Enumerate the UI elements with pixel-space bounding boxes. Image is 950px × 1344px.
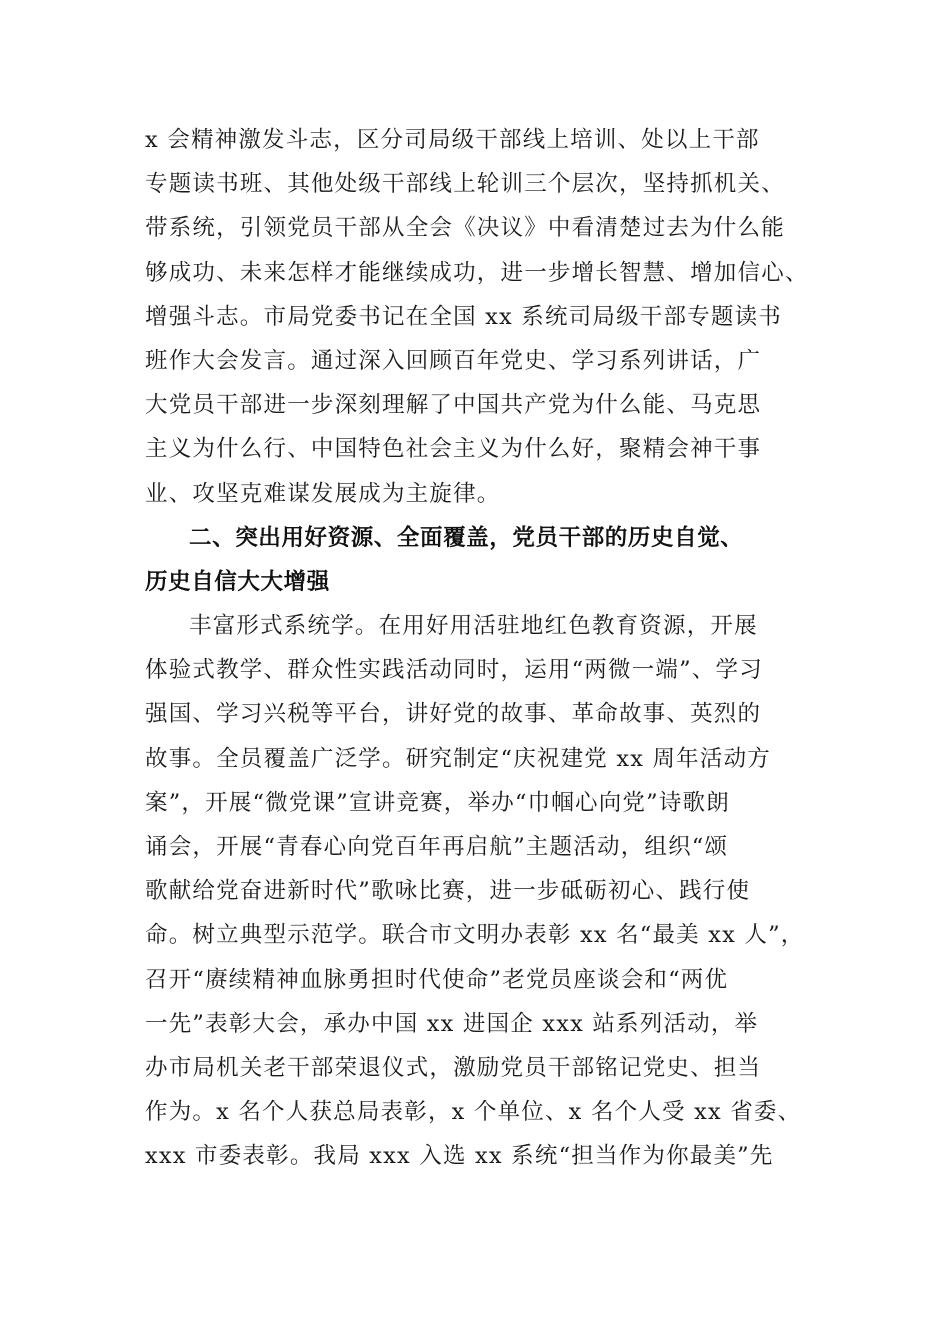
text-line: xxx 市委表彰。我局 xxx 入选 xx 系统“担当作为你最美”先 <box>145 1143 774 1170</box>
text-line: 专题读书班、其他处级干部线上轮训三个层次，坚持抓机关、 <box>145 171 785 198</box>
heading-line: 二、突出用好资源、全面覆盖，党员干部的历史自觉、 <box>189 524 744 551</box>
text-line: 够成功、未来怎样才能继续成功，进一步增长智慧、增加信心、 <box>145 259 809 286</box>
text-line: 业、攻坚克难谋发展成为主旋律。 <box>145 480 501 507</box>
text-line: 增强斗志。市局党委书记在全国 xx 系统司局级干部专题读书 <box>145 303 782 330</box>
text-line: 歌献给党奋进新时代”歌咏比赛，进一步砥砺初心、践行使 <box>145 878 751 905</box>
text-line: 强国、学习兴税等平台，讲好党的故事、革命故事、英烈的 <box>145 701 762 728</box>
section-heading <box>145 516 825 604</box>
text-line: 故事。全员覆盖广泛学。研究制定“庆祝建党 xx 周年活动方 <box>145 745 771 772</box>
text-line: 一先”表彰大会，承办中国 xx 进国企 xxx 站系列活动，举 <box>145 1010 759 1037</box>
text-line: 案”，开展“微党课”宣讲竞赛，举办“巾帼心向党”诗歌朗 <box>145 789 730 816</box>
text-line: 班作大会发言。通过深入回顾百年党史、学习系列讲话，广 <box>145 347 762 374</box>
text-line: 命。树立典型示范学。联合市文明办表彰 xx 名“最美 xx 人”， <box>145 922 805 949</box>
text-line: 召开“赓续精神血脉勇担时代使命”老党员座谈会和“两优 <box>145 966 729 993</box>
text-line: 大党员干部进一步深刻理解了中国共产党为什么能、马克思 <box>145 392 762 419</box>
document-body <box>145 118 825 1179</box>
text-line: 丰富形式系统学。在用好用活驻地红色教育资源，开展 <box>189 613 758 640</box>
paragraph-1 <box>145 118 825 516</box>
text-line: 主义为什么行、中国特色社会主义为什么好，聚精会神干事 <box>145 436 762 463</box>
heading-line: 历史自信大大增强 <box>145 568 330 595</box>
paragraph-2 <box>145 604 825 1178</box>
text-line: 带系统，引领党员干部从全会《决议》中看清楚过去为什么能 <box>145 215 785 242</box>
text-line: 作为。x 名个人获总局表彰，x 个单位、x 名个人受 xx 省委、 <box>145 1099 802 1126</box>
text-line: 诵会，开展“青春心向党百年再启航”主题活动，组织“颂 <box>145 834 729 860</box>
text-line: x 会精神激发斗志，区分司局级干部线上培训、处以上干部 <box>145 127 760 153</box>
text-line: 体验式教学、群众性实践活动同时，运用“两微一端”、学习 <box>145 657 763 684</box>
text-line: 办市局机关老干部荣退仪式，激励党员干部铭记党史、担当 <box>145 1054 762 1081</box>
